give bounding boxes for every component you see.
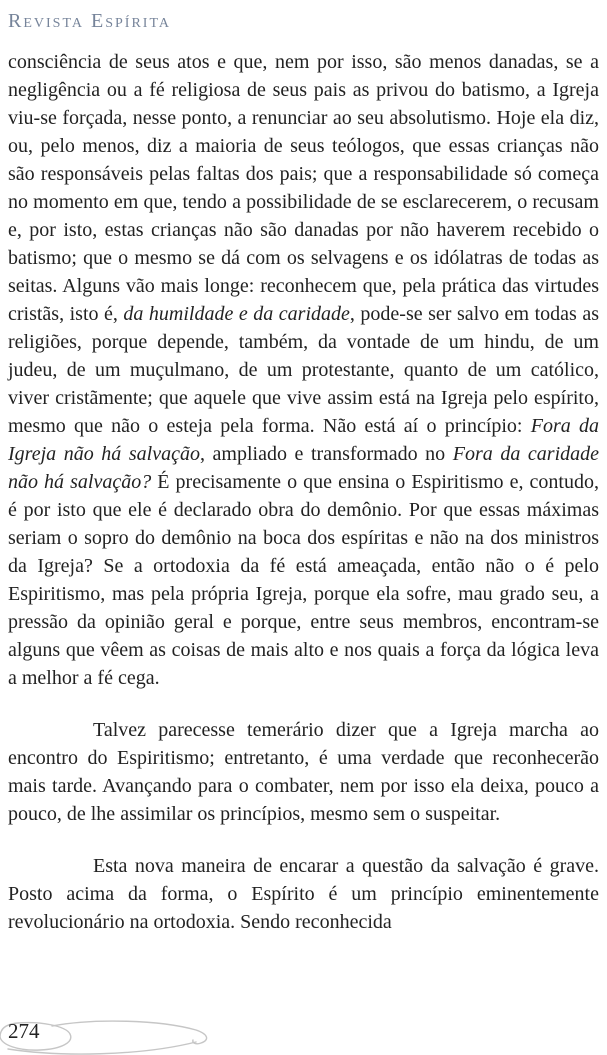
text-segment: , pode-se ser salvo em todas as religiões, porque depende, também, da vontade de um hindu, de um judeu, de um muçulmano, de um protestante, quanto de um católico, viver cristãmente; que aquele que vive assim está na Igreja pelo espírito, mesmo que não o esteja pela forma. Não está aí o princípio:: [8, 303, 600, 437]
text-segment: , ampliado e transformado no: [199, 443, 453, 465]
page-footer: [0, 1012, 240, 1055]
text-segment-italic: Fora da Igreja não há salvação: [8, 415, 600, 465]
running-head-title: Revista Espírita: [8, 10, 171, 32]
text-segment: Talvez parecesse temerário dizer que a Igreja marcha ao encontro do Espiritismo; entretanto, é uma verdade que reconhecerão mais tarde. Avançando para o combater, nem por isso ela deixa, pouco a pouco, de lhe assimilar os princípios, mesmo sem o suspeitar.: [8, 719, 599, 825]
text-segment-italic: da humildade e da caridade: [123, 303, 350, 325]
paragraph: [8, 852, 599, 936]
text-segment: É precisamente o que ensina o Espiritismo e, contudo, é por isto que ele é declarado obra do demônio. Por que essas máximas seriam o sopro do demônio na boca dos espíritas e não na dos ministros da Igreja? Se a ortodoxia da fé está ameaçada, então não o é pelo Espiritismo, mas pela própria Igreja, porque ela sofre, mau grado seu, a pressão da opinião geral e porque, entre seus membros, encontram-se alguns que vêem as coisas de mais alto e nos quais a força da lógica leva a melhor a fé cega.: [8, 471, 599, 689]
text-segment-italic: Fora da caridade não há salvação?: [8, 443, 600, 493]
page-body: [8, 48, 599, 960]
paragraph: [8, 48, 599, 692]
text-segment: consciência de seus atos e que, nem por isso, são menos danadas, se a negligência ou a fé religiosa de seus pais as privou do batismo, a Igreja viu-se forçada, nesse ponto, a renunciar ao seu absolutismo. Hoje ela diz, ou, pelo menos, diz a maioria de seus teólogos, que essas crianças não são responsáveis pelas faltas dos pais; que a responsabilidade só começa no momento em que, tendo a possibilidade de se esclarecerem, o recusam e, por isto, estas crianças não são danadas por não haverem recebido o batismo; que o mesmo se dá com os selvagens e os idólatras de todas as seitas. Alguns vão mais longe: reconhecem que, pela prática das virtudes cristãs, isto é,: [8, 51, 599, 325]
page-number: 274: [8, 1019, 40, 1043]
text-segment: Esta nova maneira de encarar a questão da salvação é grave. Posto acima da forma, o Espírito é um princípio eminentemente revolucionário na ortodoxia. Sendo reconhecida: [8, 855, 599, 933]
paragraph: [8, 716, 599, 828]
